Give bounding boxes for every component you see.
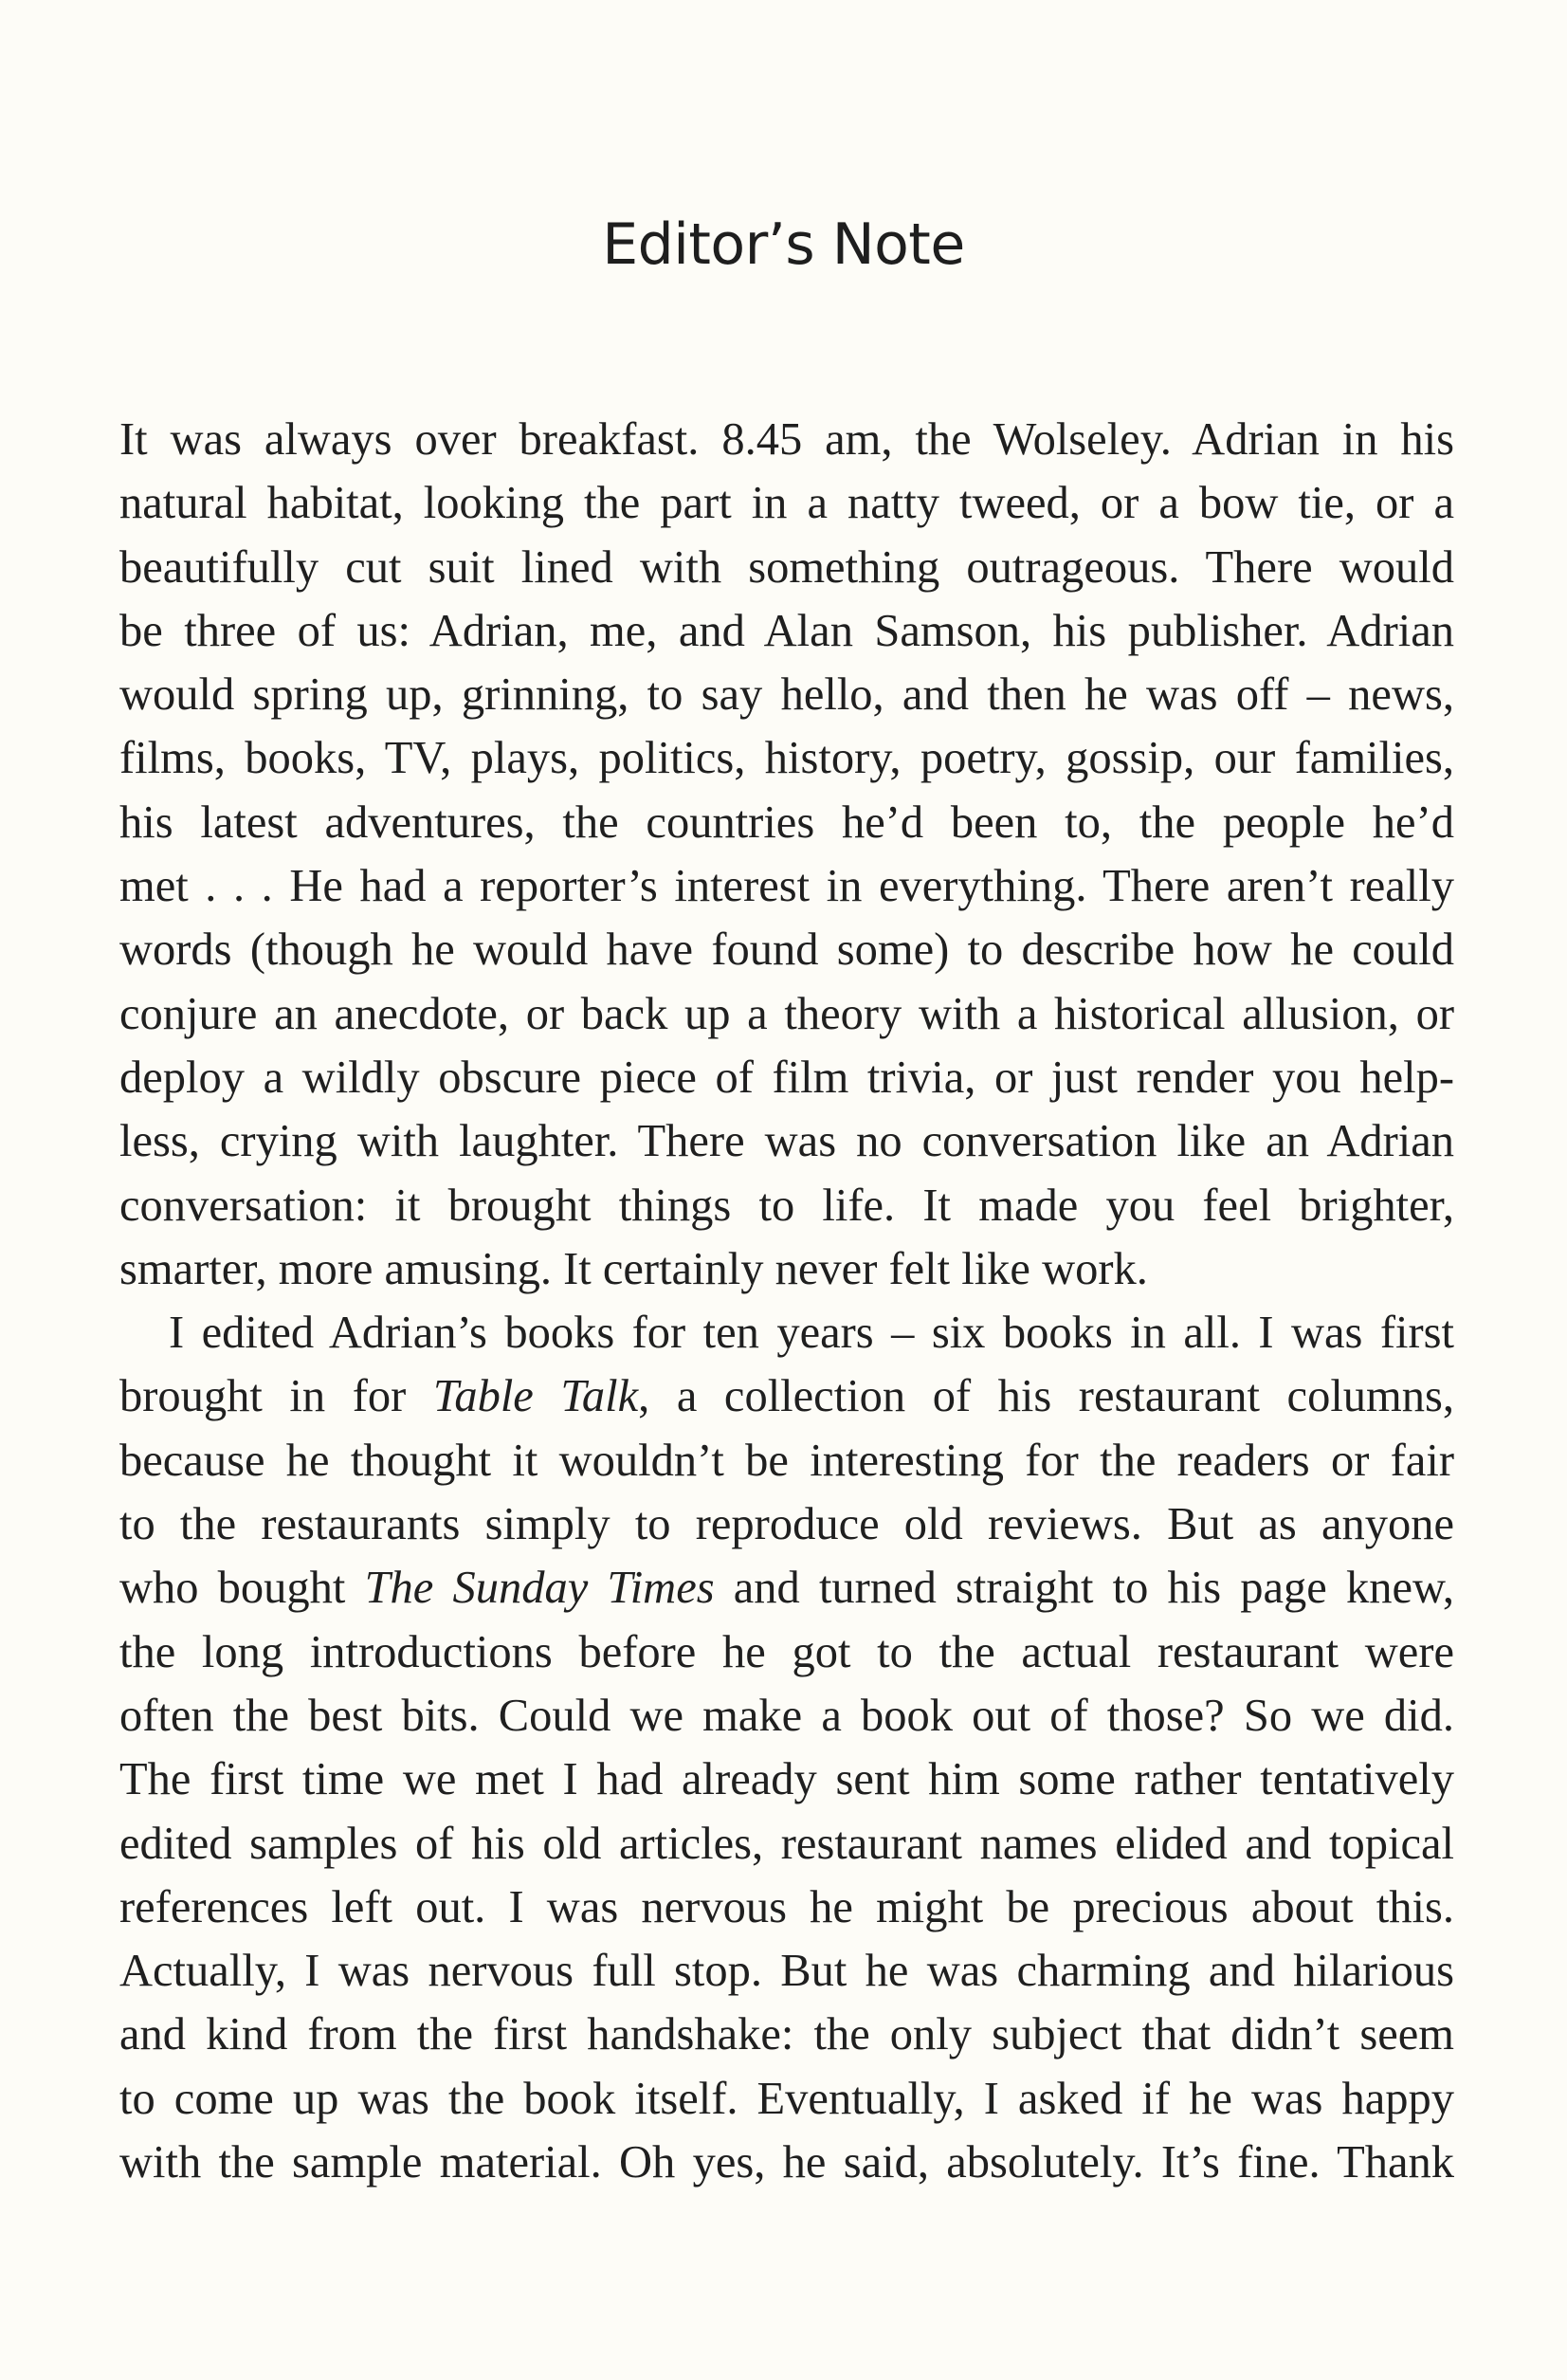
text-line: conjure an anecdote, or back up a theory with a historical allusion, or (119, 988, 1454, 1039)
text-line: It was always over breakfast. 8.45 am, the Wolseley. Adrian in his (119, 414, 1454, 465)
text-line: with the sample material. Oh yes, he said, absolutely. It’s fine. Thank (119, 2137, 1454, 2188)
text-line: less, crying with laughter. There was no conversation like an Adrian (119, 1116, 1454, 1167)
page-title: Editor’s Note (602, 211, 965, 278)
text-line: to the restaurants simply to reproduce old reviews. But as anyone (119, 1499, 1454, 1550)
newspaper-title-italic: The Sunday Times (364, 1563, 715, 1614)
text-line: beautifully cut suit lined with something outrageous. There would (119, 541, 1454, 593)
text-line: references left out. I was nervous he might be precious about this. (119, 1881, 1454, 1932)
text-segment: , a collection of his restaurant columns, (638, 1371, 1455, 1422)
text-line: and kind from the first handshake: the only subject that didn’t seem (119, 2009, 1454, 2060)
text-line: Actually, I was nervous full stop. But he was charming and hilarious (119, 1946, 1454, 1997)
text-segment: and turned straight to his page knew, (714, 1563, 1455, 1614)
text-segment: brought in for (119, 1371, 433, 1422)
text-line: would spring up, grinning, to say hello, and then he was off – news, (119, 669, 1454, 721)
text-line: smarter, more amusing. It certainly never felt like work. (119, 1243, 1148, 1294)
text-line: deploy a wildly obscure piece of film trivia, or just render you help- (119, 1052, 1454, 1103)
text-line: be three of us: Adrian, me, and Alan Samson, his publisher. Adrian (119, 605, 1454, 656)
text-line: because he thought it wouldn’t be interesting for the readers or fair (119, 1435, 1454, 1486)
text-line: met . . . He had a reporter’s interest in everything. There aren’t really (119, 861, 1454, 912)
text-line: words (though he would have found some) to describe how he could (119, 925, 1454, 976)
paragraph-1 (119, 408, 1454, 1301)
text-line: conversation: it brought things to life. It made you feel brighter, (119, 1180, 1454, 1231)
text-line: natural habitat, looking the part in a natty tweed, or a bow tie, or a (119, 478, 1454, 529)
text-segment: who bought (119, 1563, 365, 1614)
text-line: films, books, TV, plays, politics, history, poetry, gossip, our families, (119, 733, 1454, 784)
paragraph-2 (119, 1301, 1454, 2194)
text-line: the long introductions before he got to the actual restaurant were (119, 1626, 1454, 1677)
text-line: to come up was the book itself. Eventually, I asked if he was happy (119, 2073, 1454, 2124)
text-line: I edited Adrian’s books for ten years – six books in all. I was first (169, 1308, 1454, 1359)
text-line: his latest adventures, the countries he’d been to, the people he’d (119, 796, 1454, 848)
text-line: The first time we met I had already sent him some rather tentatively (119, 1754, 1454, 1805)
body-text (119, 408, 1454, 2194)
text-line: often the best bits. Could we make a book out of those? So we did. (119, 1690, 1454, 1741)
text-line (119, 1364, 1454, 1428)
text-line: edited samples of his old articles, restaurant names elided and topical (119, 1818, 1454, 1869)
book-title-italic: Table Talk (432, 1371, 639, 1422)
text-line (119, 1556, 1454, 1620)
